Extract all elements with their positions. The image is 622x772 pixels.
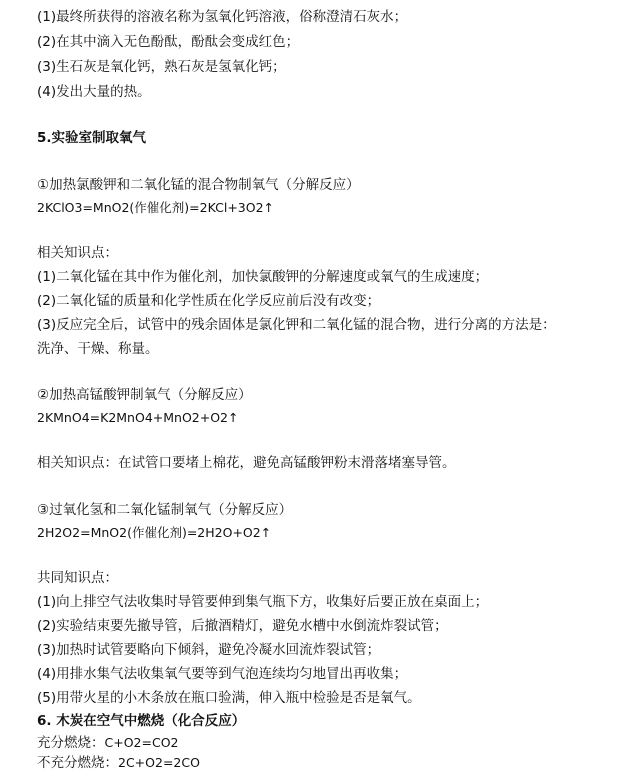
common-note: (2)实验结束要先撤导管，后撤酒精灯，避免水槽中水倒流炸裂试管； <box>37 618 448 634</box>
full-combustion-equation: C+O2=CO2 <box>104 735 179 750</box>
intro-item: (4)发出大量的热。 <box>37 84 151 100</box>
intro-item: (2)在其中滴入无色酚酞，酚酞会变成红色； <box>37 34 300 50</box>
common-note: (1)向上排空气法收集时导管要伸到集气瓶下方，收集好后要正放在桌面上； <box>37 594 489 610</box>
partial-combustion-equation: 2C+O2=2CO <box>118 755 200 770</box>
method-1-note: 洗净、干燥、称量。 <box>37 341 159 357</box>
method-1-note: (1)二氧化锰在其中作为催化剂，加快氯酸钾的分解速度或氧气的生成速度； <box>37 269 489 285</box>
method-1-notes-label: 相关知识点： <box>37 245 118 261</box>
method-1-heading: ①加热氯酸钾和二氧化锰的混合物制氧气（分解反应） <box>37 177 360 193</box>
common-note: (4)用排水集气法收集氧气要等到气泡连续均匀地冒出再收集； <box>37 666 408 682</box>
common-note: (5)用带火星的小木条放在瓶口验满，伸入瓶中检验是否是氧气。 <box>37 690 421 706</box>
method-1-note: (3)反应完全后，试管中的残余固体是氯化钾和二氧化锰的混合物，进行分离的方法是： <box>37 317 556 333</box>
section-5-title: 5.实验室制取氧气 <box>37 130 147 146</box>
full-combustion-label: 充分燃烧： <box>37 735 105 751</box>
common-note: (3)加热时试管要略向下倾斜，避免冷凝水回流炸裂试管； <box>37 642 381 658</box>
section-6-title: 6. 木炭在空气中燃烧（化合反应） <box>37 713 246 729</box>
method-1-note: (2)二氧化锰的质量和化学性质在化学反应前后没有改变； <box>37 293 381 309</box>
method-1-equation: 2KClO3=MnO2(作催化剂)=2KCl+3O2↑ <box>37 200 275 215</box>
method-3-heading: ③过氧化氢和二氧化锰制氧气（分解反应） <box>37 502 293 518</box>
full-combustion-line <box>37 734 179 752</box>
intro-item: (3)生石灰是氧化钙，熟石灰是氢氧化钙； <box>37 59 286 75</box>
partial-combustion-label: 不充分燃烧： <box>37 755 118 771</box>
method-2-heading: ②加热高锰酸钾制氧气（分解反应） <box>37 387 252 403</box>
intro-item: (1)最终所获得的溶液名称为氢氧化钙溶液，俗称澄清石灰水； <box>37 9 408 25</box>
partial-combustion-line <box>37 754 200 772</box>
method-3-equation: 2H2O2=MnO2(作催化剂)=2H2O+O2↑ <box>37 525 272 540</box>
method-2-note: 相关知识点：在试管口要堵上棉花，避免高锰酸钾粉末滑落堵塞导管。 <box>37 455 456 471</box>
method-2-equation: 2KMnO4=K2MnO4+MnO2+O2↑ <box>37 410 239 425</box>
common-notes-label: 共同知识点： <box>37 570 118 586</box>
